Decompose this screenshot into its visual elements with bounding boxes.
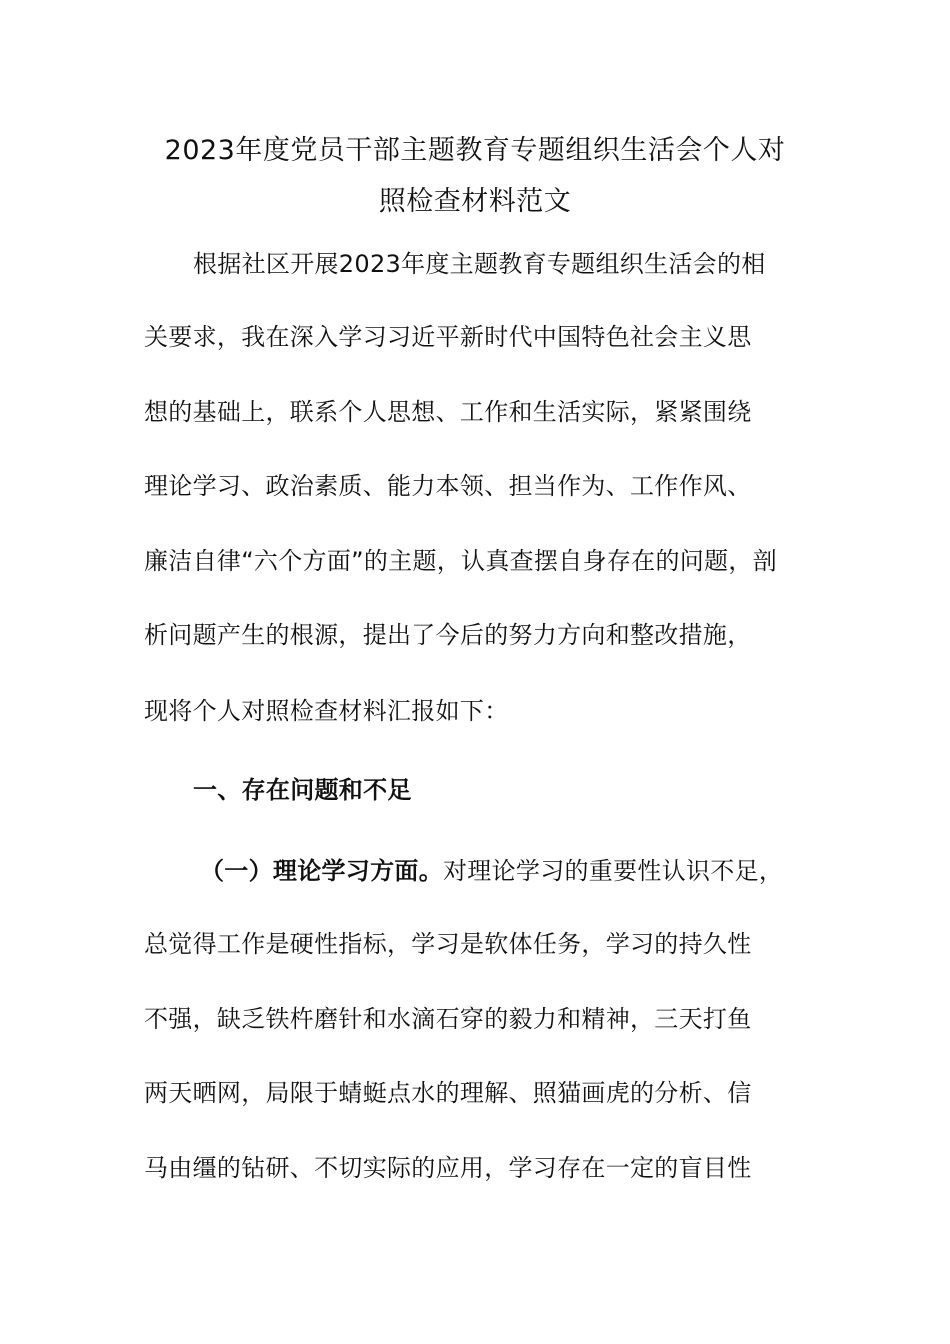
- subsection-line-4: 两天晒网，局限于蜻蜓点水的理解、照猫画虎的分析、信: [144, 1079, 752, 1107]
- intro-line-3: 想的基础上，联系个人思想、工作和生活实际，紧紧围绕: [144, 398, 752, 426]
- subsection-label: （一）理论学习方面。: [200, 857, 443, 885]
- subsection-first-line-text: 对理论学习的重要性认识不足，: [443, 857, 784, 885]
- subsection-line-5: 马由缰的钻研、不切实际的应用，学习存在一定的盲目性: [144, 1154, 752, 1182]
- intro-line-2: 关要求，我在深入学习习近平新时代中国特色社会主义思: [144, 323, 752, 351]
- intro-line-7: 现将个人对照检查材料汇报如下：: [144, 697, 509, 725]
- section-heading: 一、存在问题和不足: [193, 776, 412, 804]
- intro-line-1: 根据社区开展2023年度主题教育专题组织生活会的相: [193, 250, 766, 278]
- subsection-line-3: 不强，缺乏铁杵磨针和水滴石穿的毅力和精神，三天打鱼: [144, 1005, 752, 1033]
- subsection-line-2: 总觉得工作是硬性指标，学习是软体任务，学习的持久性: [144, 930, 752, 958]
- intro-line-5: 廉洁自律“六个方面”的主题，认真查摆自身存在的问题，剖: [144, 547, 777, 575]
- intro-line-6: 析问题产生的根源，提出了今后的努力方向和整改措施，: [144, 621, 752, 649]
- document-title-line-1: 2023年度党员干部主题教育专题组织生活会个人对: [164, 135, 786, 166]
- subsection-first-line: [200, 854, 783, 888]
- intro-line-4: 理论学习、政治素质、能力本领、担当作为、工作作风、: [144, 472, 752, 500]
- document-title-line-2: 照检查材料范文: [378, 186, 572, 217]
